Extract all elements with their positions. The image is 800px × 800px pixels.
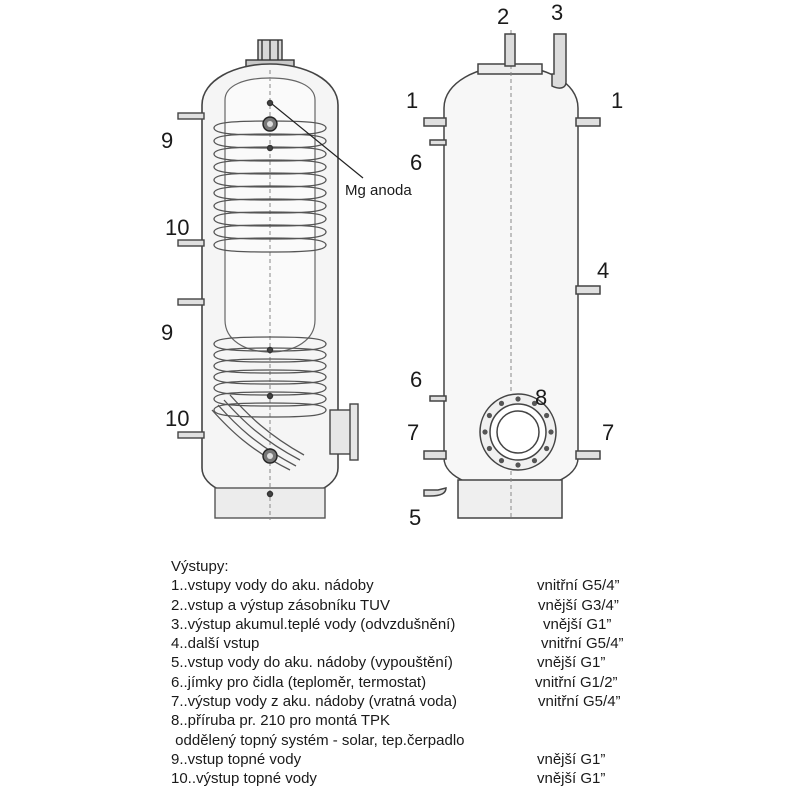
legend-spec: vnější G3/4”	[538, 596, 619, 614]
right-callout-3: 3	[551, 0, 564, 25]
right-callout-6-upper: 6	[410, 150, 423, 175]
legend-title-row	[171, 557, 771, 576]
right-callout-6-lower: 6	[410, 367, 423, 392]
legend-description: 9..vstup topné vody	[171, 750, 302, 768]
flange-bolt	[487, 413, 492, 418]
left-callout-10-bottom: 10	[165, 406, 190, 431]
flange-bolt	[515, 396, 520, 401]
legend-spec: vnitřní G1/2”	[535, 673, 618, 691]
left-side-ports	[178, 113, 204, 438]
right-tank	[424, 30, 600, 520]
flange-bolt	[544, 446, 549, 451]
legend-description: 5..vstup vody do aku. nádoby (vypouštění)	[171, 654, 453, 672]
right-callout-1-left: 1	[406, 88, 419, 113]
legend-row	[171, 711, 771, 730]
legend-row	[171, 769, 771, 788]
left-callout-9-top: 9	[161, 128, 174, 153]
legend-spec: vnitřní G5/4”	[537, 577, 620, 595]
left-callout-10-top: 10	[165, 215, 190, 240]
left-tank	[178, 40, 363, 520]
legend-row	[171, 750, 771, 769]
flange-bolt	[548, 429, 553, 434]
legend-spec: vnější G1”	[543, 615, 612, 633]
legend-row	[171, 576, 771, 595]
legend-row	[171, 653, 771, 672]
port-2-pipe	[505, 34, 515, 66]
flange-bolt	[482, 429, 487, 434]
legend-spec: vnější G1”	[537, 750, 606, 768]
legend-row	[171, 692, 771, 711]
legend-description: 7..výstup vody z aku. nádoby (vratná voda)	[171, 693, 457, 711]
legend-description: 8..příruba pr. 210 pro montá TPK	[171, 712, 391, 730]
flange-bolt	[499, 401, 504, 406]
legend-spec: vnější G1”	[537, 770, 606, 788]
port-3-pipe	[552, 34, 566, 88]
flange-bolt	[515, 462, 520, 467]
legend-spec: vnitřní G5/4”	[541, 635, 624, 653]
right-callout-8: 8	[535, 385, 548, 410]
right-tank-base	[458, 480, 562, 518]
right-callout-2: 2	[497, 4, 510, 29]
legend-description: 10..výstup topné vody	[171, 770, 317, 788]
legend-description: 3..výstup akumul.teplé vody (odvzdušnění)	[171, 615, 456, 633]
outputs-legend	[171, 557, 771, 789]
legend-row	[171, 673, 771, 692]
legend-description: oddělený topný systém - solar, tep.čerpadlo	[171, 731, 465, 749]
flange-bolt	[499, 458, 504, 463]
legend-row	[171, 615, 771, 634]
legend-spec: vnější G1”	[537, 654, 606, 672]
legend-row	[171, 596, 771, 615]
right-callout-7-right: 7	[602, 420, 615, 445]
legend-row	[171, 634, 771, 653]
right-callout-5: 5	[409, 505, 422, 530]
left-callout-9-bottom: 9	[161, 320, 174, 345]
right-callout-4: 4	[597, 258, 610, 283]
legend-description: 4..další vstup	[171, 635, 260, 653]
flange-bolt	[487, 446, 492, 451]
flange-bolt	[544, 413, 549, 418]
legend-row	[171, 731, 771, 750]
legend-title: Výstupy:	[171, 558, 229, 575]
legend-description: 6..jímky pro čidla (teploměr, termostat)	[171, 673, 427, 691]
legend-spec: vnitřní G5/4”	[538, 693, 621, 711]
legend-description: 1..vstupy vody do aku. nádoby	[171, 577, 374, 595]
left-flange	[330, 404, 358, 460]
flange-bolt	[532, 458, 537, 463]
right-callout-1-right: 1	[611, 88, 624, 113]
legend-description: 2..vstup a výstup zásobníku TUV	[171, 596, 391, 614]
right-callout-7-left: 7	[407, 420, 420, 445]
mg-anode-label: Mg anoda	[345, 182, 412, 199]
